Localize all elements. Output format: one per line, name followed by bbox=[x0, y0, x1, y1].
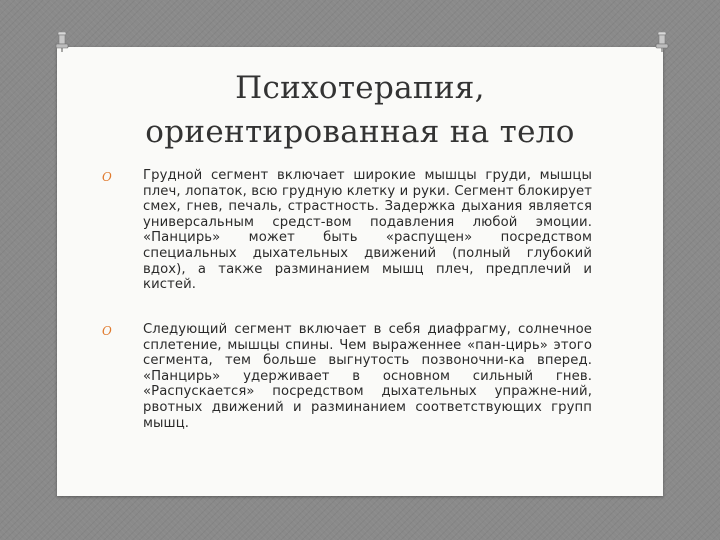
bullet-marker-icon: O bbox=[102, 324, 112, 338]
bullet-text-1: Грудной сегмент включает широкие мышцы груди, мышцы плеч, лопаток, всю грудную клетку и руки. Сегмент блокирует смех, гнев, печаль, страстность. Задержка дыхания является универсальным средст-вом подавления любой эмоции. «Панцирь» может быть «распущен» посредством специальных дыхательных движений (полный глубокий вдох), а также разминанием мышц плеч, предплечий и кистей. bbox=[143, 168, 592, 293]
right-pushpin-icon bbox=[655, 32, 669, 52]
bullet-item-1 bbox=[102, 168, 592, 293]
bullet-marker-icon: O bbox=[102, 170, 112, 184]
bullet-text-2: Следующий сегмент включает в себя диафрагму, солнечное сплетение, мышцы спины. Чем выраженнее «пан-цирь» этого сегмента, тем больше выгнутость позвоночни-ка вперед. «Панцирь» удерживает в основном сильный гнев. «Распускается» посредством дыхательных упражне-ний, рвотных движений и разминанием соответствующих групп мышц. bbox=[143, 322, 592, 431]
bullet-item-2 bbox=[102, 322, 592, 431]
left-pushpin-icon bbox=[55, 32, 69, 52]
slide-title-line-1: Психотерапия, bbox=[235, 70, 485, 106]
slide-title-line-2: ориентированная на тело bbox=[145, 114, 575, 150]
slide-title bbox=[0, 66, 720, 154]
